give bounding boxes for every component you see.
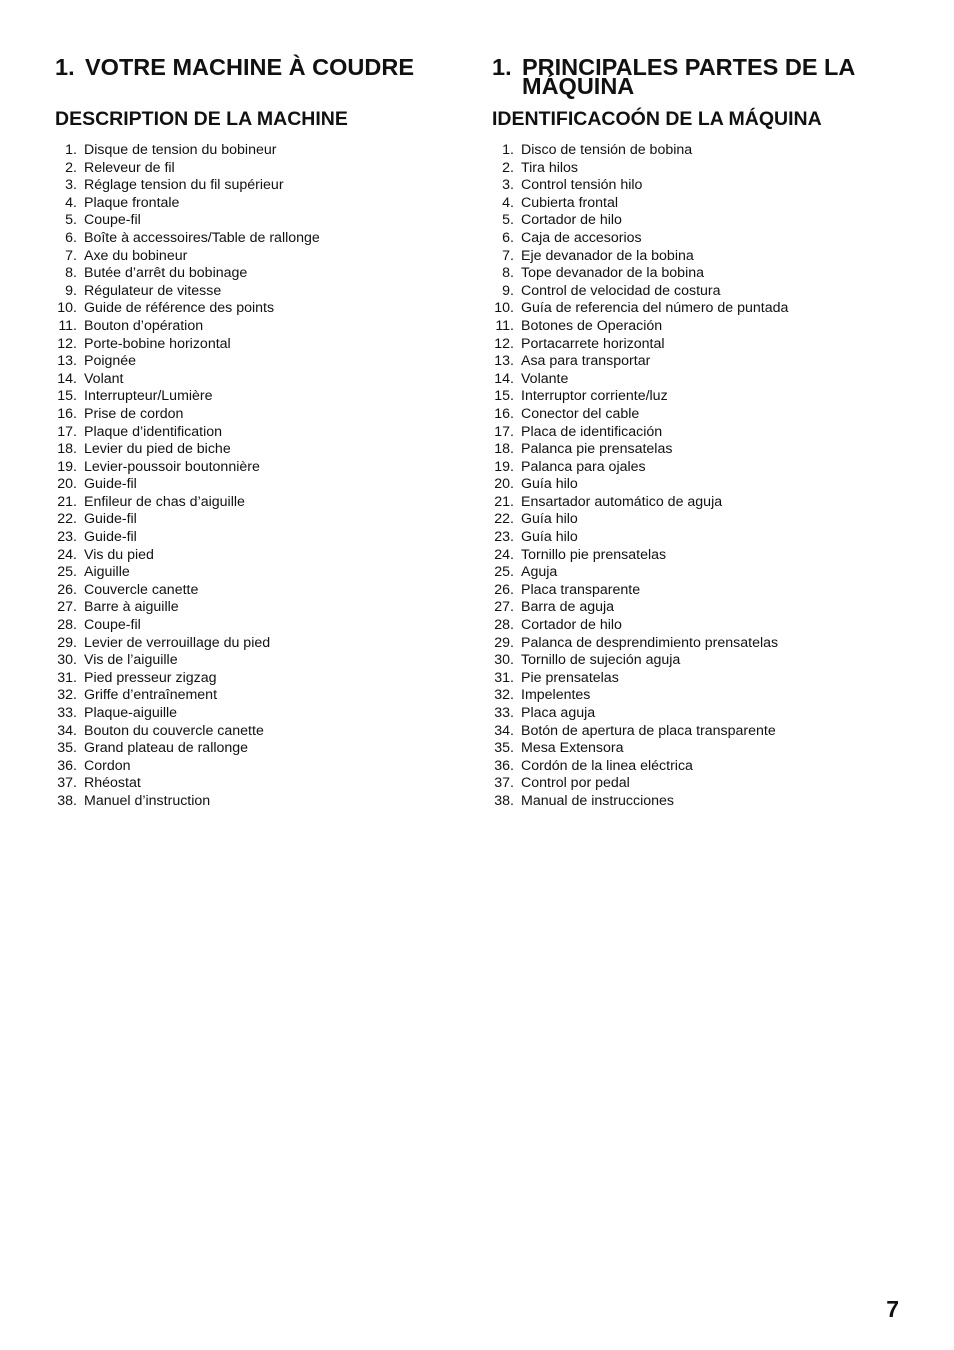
list-item bbox=[492, 300, 788, 318]
list-item bbox=[55, 652, 320, 670]
item-number: 26. bbox=[494, 581, 514, 598]
item-number: 16. bbox=[494, 405, 514, 422]
item-label: Plaque frontale bbox=[84, 194, 180, 211]
list-item bbox=[55, 195, 320, 213]
list-item bbox=[492, 177, 788, 195]
spanish-subtitle: IDENTIFICACOÓN DE LA MÁQUINA bbox=[492, 108, 822, 130]
item-label: Régulateur de vitesse bbox=[84, 282, 222, 299]
item-label: Placa de identificación bbox=[521, 423, 663, 440]
item-number: 36. bbox=[494, 757, 514, 774]
item-label: Barra de aguja bbox=[521, 599, 615, 616]
french-title-number: 1. bbox=[55, 54, 75, 80]
item-label: Aiguille bbox=[84, 564, 130, 581]
list-item bbox=[55, 353, 320, 371]
list-item bbox=[492, 723, 788, 741]
list-item bbox=[492, 599, 788, 617]
item-number: 4. bbox=[65, 194, 77, 211]
french-section-title bbox=[55, 54, 455, 80]
item-label: Manuel d’instruction bbox=[84, 792, 211, 809]
item-number: 11. bbox=[495, 317, 514, 334]
item-number: 32. bbox=[57, 687, 77, 704]
item-number: 30. bbox=[57, 652, 77, 669]
item-number: 16. bbox=[57, 405, 77, 422]
item-number: 13. bbox=[494, 353, 514, 370]
list-item bbox=[55, 300, 320, 318]
item-label: Control de velocidad de costura bbox=[521, 282, 721, 299]
item-number: 10. bbox=[494, 300, 514, 317]
item-label: Guide de référence des points bbox=[84, 300, 275, 317]
list-item bbox=[492, 371, 788, 389]
item-label: Releveur de fil bbox=[84, 159, 175, 176]
item-number: 34. bbox=[494, 722, 514, 739]
item-label: Control por pedal bbox=[521, 775, 630, 792]
item-number: 17. bbox=[494, 423, 514, 440]
list-item bbox=[492, 564, 788, 582]
item-label: Cordon bbox=[84, 757, 131, 774]
list-item bbox=[55, 212, 320, 230]
item-number: 23. bbox=[57, 529, 77, 546]
list-item bbox=[492, 230, 788, 248]
item-label: Plaque d’identification bbox=[84, 423, 223, 440]
item-label: Palanca de desprendimiento prensatelas bbox=[521, 634, 779, 651]
item-number: 24. bbox=[57, 546, 77, 563]
item-number: 22. bbox=[494, 511, 514, 528]
item-label: Volant bbox=[84, 370, 124, 387]
item-number: 14. bbox=[57, 370, 77, 387]
list-item bbox=[55, 476, 320, 494]
item-number: 37. bbox=[494, 775, 514, 792]
item-label: Interruptor corriente/luz bbox=[521, 388, 668, 405]
item-label: Vis du pied bbox=[84, 546, 154, 563]
list-item bbox=[492, 617, 788, 635]
list-item bbox=[492, 424, 788, 442]
item-label: Manual de instrucciones bbox=[521, 792, 674, 809]
list-item bbox=[55, 758, 320, 776]
list-item bbox=[492, 635, 788, 653]
item-label: Guide-fil bbox=[84, 511, 137, 528]
list-item bbox=[55, 265, 320, 283]
item-label: Aguja bbox=[521, 564, 558, 581]
list-item bbox=[492, 212, 788, 230]
item-label: Guía hilo bbox=[521, 476, 578, 493]
item-number: 13. bbox=[57, 353, 77, 370]
list-item bbox=[55, 160, 320, 178]
item-number: 3. bbox=[502, 177, 514, 194]
item-label: Poignée bbox=[84, 353, 137, 370]
list-item bbox=[55, 793, 320, 811]
item-number: 35. bbox=[57, 740, 77, 757]
item-number: 11. bbox=[58, 317, 77, 334]
list-item bbox=[492, 353, 788, 371]
list-item bbox=[492, 283, 788, 301]
item-number: 18. bbox=[494, 441, 514, 458]
item-number: 27. bbox=[57, 599, 77, 616]
item-number: 9. bbox=[502, 282, 514, 299]
list-item bbox=[492, 441, 788, 459]
item-number: 37. bbox=[57, 775, 77, 792]
item-number: 1. bbox=[65, 142, 77, 158]
item-label: Tornillo pie prensatelas bbox=[521, 546, 667, 563]
item-number: 25. bbox=[494, 564, 514, 581]
list-item bbox=[55, 617, 320, 635]
item-number: 5. bbox=[502, 212, 514, 229]
item-label: Couvercle canette bbox=[84, 581, 199, 598]
item-number: 18. bbox=[57, 441, 77, 458]
list-item bbox=[55, 740, 320, 758]
item-number: 38. bbox=[494, 792, 514, 809]
spanish-title-number: 1. bbox=[492, 54, 512, 80]
item-number: 7. bbox=[65, 247, 77, 264]
item-number: 26. bbox=[57, 581, 77, 598]
list-item bbox=[55, 687, 320, 705]
item-number: 12. bbox=[494, 335, 514, 352]
item-label: Tope devanador de la bobina bbox=[521, 265, 705, 282]
item-label: Placa transparente bbox=[521, 581, 641, 598]
french-title-text: VOTRE MACHINE À COUDRE bbox=[85, 54, 415, 80]
item-number: 32. bbox=[494, 687, 514, 704]
item-label: Guide-fil bbox=[84, 476, 137, 493]
item-number: 2. bbox=[65, 159, 77, 176]
item-label: Guide-fil bbox=[84, 529, 137, 546]
item-label: Griffe d’entraînement bbox=[84, 687, 218, 704]
item-number: 14. bbox=[494, 370, 514, 387]
item-label: Control tensión hilo bbox=[521, 177, 643, 194]
list-item bbox=[55, 371, 320, 389]
item-label: Guía hilo bbox=[521, 529, 578, 546]
list-item bbox=[492, 687, 788, 705]
item-number: 29. bbox=[494, 634, 514, 651]
item-number: 31. bbox=[57, 669, 77, 686]
item-label: Caja de accesorios bbox=[521, 229, 642, 246]
list-item bbox=[492, 529, 788, 547]
list-item bbox=[492, 318, 788, 336]
item-number: 28. bbox=[57, 617, 77, 634]
item-number: 20. bbox=[57, 476, 77, 493]
item-number: 15. bbox=[494, 388, 514, 405]
item-number: 4. bbox=[502, 194, 514, 211]
item-label: Interrupteur/Lumière bbox=[84, 388, 213, 405]
list-item bbox=[55, 318, 320, 336]
item-label: Volante bbox=[521, 370, 569, 387]
list-item bbox=[55, 177, 320, 195]
list-item bbox=[492, 758, 788, 776]
item-label: Cubierta frontal bbox=[521, 194, 618, 211]
item-label: Grand plateau de rallonge bbox=[84, 740, 249, 757]
item-number: 8. bbox=[502, 265, 514, 282]
list-item bbox=[55, 388, 320, 406]
list-item bbox=[492, 582, 788, 600]
item-label: Tira hilos bbox=[521, 159, 579, 176]
list-item bbox=[55, 670, 320, 688]
list-item bbox=[492, 160, 788, 178]
list-item bbox=[492, 705, 788, 723]
item-label: Prise de cordon bbox=[84, 405, 184, 422]
list-item bbox=[55, 336, 320, 354]
item-label: Conector del cable bbox=[521, 405, 640, 422]
list-item bbox=[55, 564, 320, 582]
item-label: Cortador de hilo bbox=[521, 617, 622, 634]
item-number: 22. bbox=[57, 511, 77, 528]
list-item bbox=[55, 459, 320, 477]
item-number: 9. bbox=[65, 282, 77, 299]
item-number: 5. bbox=[65, 212, 77, 229]
list-item bbox=[492, 494, 788, 512]
list-item bbox=[55, 599, 320, 617]
item-label: Pie prensatelas bbox=[521, 669, 619, 686]
item-number: 19. bbox=[494, 458, 514, 475]
french-parts-list bbox=[55, 142, 320, 811]
list-item bbox=[492, 547, 788, 565]
list-item bbox=[55, 494, 320, 512]
item-label: Enfileur de chas d’aiguille bbox=[84, 493, 245, 510]
list-item bbox=[55, 248, 320, 266]
item-number: 27. bbox=[494, 599, 514, 616]
list-item bbox=[55, 635, 320, 653]
item-label: Plaque-aiguille bbox=[84, 705, 178, 721]
french-subtitle: DESCRIPTION DE LA MACHINE bbox=[55, 108, 348, 130]
list-item bbox=[55, 142, 320, 160]
item-label: Botón de apertura de placa transparente bbox=[521, 722, 776, 739]
list-item bbox=[55, 705, 320, 723]
item-number: 6. bbox=[65, 229, 77, 246]
item-label: Boîte à accessoires/Table de rallonge bbox=[84, 229, 320, 246]
item-label: Réglage tension du fil supérieur bbox=[84, 177, 284, 194]
item-label: Rhéostat bbox=[84, 775, 141, 792]
list-item bbox=[492, 336, 788, 354]
item-number: 17. bbox=[57, 423, 77, 440]
item-number: 28. bbox=[494, 617, 514, 634]
item-number: 33. bbox=[57, 705, 77, 721]
item-number: 21. bbox=[494, 493, 514, 510]
page-number: 7 bbox=[886, 1296, 899, 1322]
item-number: 36. bbox=[57, 757, 77, 774]
item-label: Cordón de la linea eléctrica bbox=[521, 757, 693, 774]
list-item bbox=[55, 230, 320, 248]
item-label: Bouton du couvercle canette bbox=[84, 722, 264, 739]
item-number: 29. bbox=[57, 634, 77, 651]
list-item bbox=[55, 283, 320, 301]
item-label: Coupe-fil bbox=[84, 617, 141, 634]
spanish-column bbox=[492, 54, 912, 809]
list-item bbox=[55, 529, 320, 547]
list-item bbox=[492, 388, 788, 406]
list-item bbox=[55, 582, 320, 600]
item-number: 30. bbox=[494, 652, 514, 669]
item-number: 12. bbox=[57, 335, 77, 352]
list-item bbox=[55, 511, 320, 529]
item-label: Mesa Extensora bbox=[521, 740, 624, 757]
list-item bbox=[55, 775, 320, 793]
item-number: 23. bbox=[494, 529, 514, 546]
list-item bbox=[492, 670, 788, 688]
item-label: Coupe-fil bbox=[84, 212, 141, 229]
item-number: 21. bbox=[57, 493, 77, 510]
list-item bbox=[492, 459, 788, 477]
item-label: Barre à aiguille bbox=[84, 599, 179, 616]
item-number: 10. bbox=[57, 300, 77, 317]
list-item bbox=[55, 424, 320, 442]
item-label: Placa aguja bbox=[521, 705, 596, 721]
spanish-parts-list bbox=[492, 142, 788, 811]
list-item bbox=[492, 511, 788, 529]
list-item bbox=[55, 406, 320, 424]
item-number: 24. bbox=[494, 546, 514, 563]
spanish-title-text: PRINCIPALES PARTES DE LA MÁQUINA bbox=[522, 54, 855, 99]
list-item bbox=[55, 547, 320, 565]
item-label: Butée d’arrêt du bobinage bbox=[84, 265, 248, 282]
item-label: Pied presseur zigzag bbox=[84, 669, 217, 686]
list-item bbox=[492, 793, 788, 811]
list-item bbox=[492, 740, 788, 758]
item-number: 20. bbox=[494, 476, 514, 493]
item-label: Disque de tension du bobineur bbox=[84, 142, 277, 158]
item-label: Palanca para ojales bbox=[521, 458, 646, 475]
item-number: 8. bbox=[65, 265, 77, 282]
item-number: 6. bbox=[502, 229, 514, 246]
item-number: 7. bbox=[502, 247, 514, 264]
item-label: Vis de l’aiguille bbox=[84, 652, 178, 669]
item-number: 34. bbox=[57, 722, 77, 739]
item-number: 38. bbox=[57, 792, 77, 809]
item-label: Palanca pie prensatelas bbox=[521, 441, 673, 458]
list-item bbox=[492, 406, 788, 424]
item-label: Asa para transportar bbox=[521, 353, 651, 370]
item-number: 1. bbox=[502, 142, 514, 158]
item-label: Porte-bobine horizontal bbox=[84, 335, 231, 352]
item-label: Levier du pied de biche bbox=[84, 441, 231, 458]
item-label: Botones de Operación bbox=[521, 317, 663, 334]
item-label: Ensartador automático de aguja bbox=[521, 493, 723, 510]
item-number: 25. bbox=[57, 564, 77, 581]
item-number: 15. bbox=[57, 388, 77, 405]
item-label: Guía hilo bbox=[521, 511, 578, 528]
item-number: 31. bbox=[494, 669, 514, 686]
item-label: Impelentes bbox=[521, 687, 591, 704]
list-item bbox=[492, 142, 788, 160]
item-number: 35. bbox=[494, 740, 514, 757]
item-label: Eje devanador de la bobina bbox=[521, 247, 694, 264]
item-label: Cortador de hilo bbox=[521, 212, 622, 229]
item-label: Levier de verrouillage du pied bbox=[84, 634, 271, 651]
item-number: 3. bbox=[65, 177, 77, 194]
list-item bbox=[492, 248, 788, 266]
item-label: Levier-poussoir boutonnière bbox=[84, 458, 260, 475]
list-item bbox=[492, 195, 788, 213]
item-label: Portacarrete horizontal bbox=[521, 335, 665, 352]
item-number: 2. bbox=[502, 159, 514, 176]
item-label: Tornillo de sujeción aguja bbox=[521, 652, 681, 669]
list-item bbox=[492, 476, 788, 494]
french-column bbox=[55, 54, 455, 809]
spanish-section-title bbox=[492, 54, 912, 99]
list-item bbox=[492, 775, 788, 793]
list-item bbox=[492, 265, 788, 283]
list-item bbox=[492, 652, 788, 670]
item-label: Bouton d’opération bbox=[84, 317, 204, 334]
list-item bbox=[55, 723, 320, 741]
item-number: 19. bbox=[57, 458, 77, 475]
item-number: 33. bbox=[494, 705, 514, 721]
list-item bbox=[55, 441, 320, 459]
item-label: Axe du bobineur bbox=[84, 247, 188, 264]
item-label: Disco de tensión de bobina bbox=[521, 142, 693, 158]
item-label: Guía de referencia del número de puntada bbox=[521, 300, 789, 317]
